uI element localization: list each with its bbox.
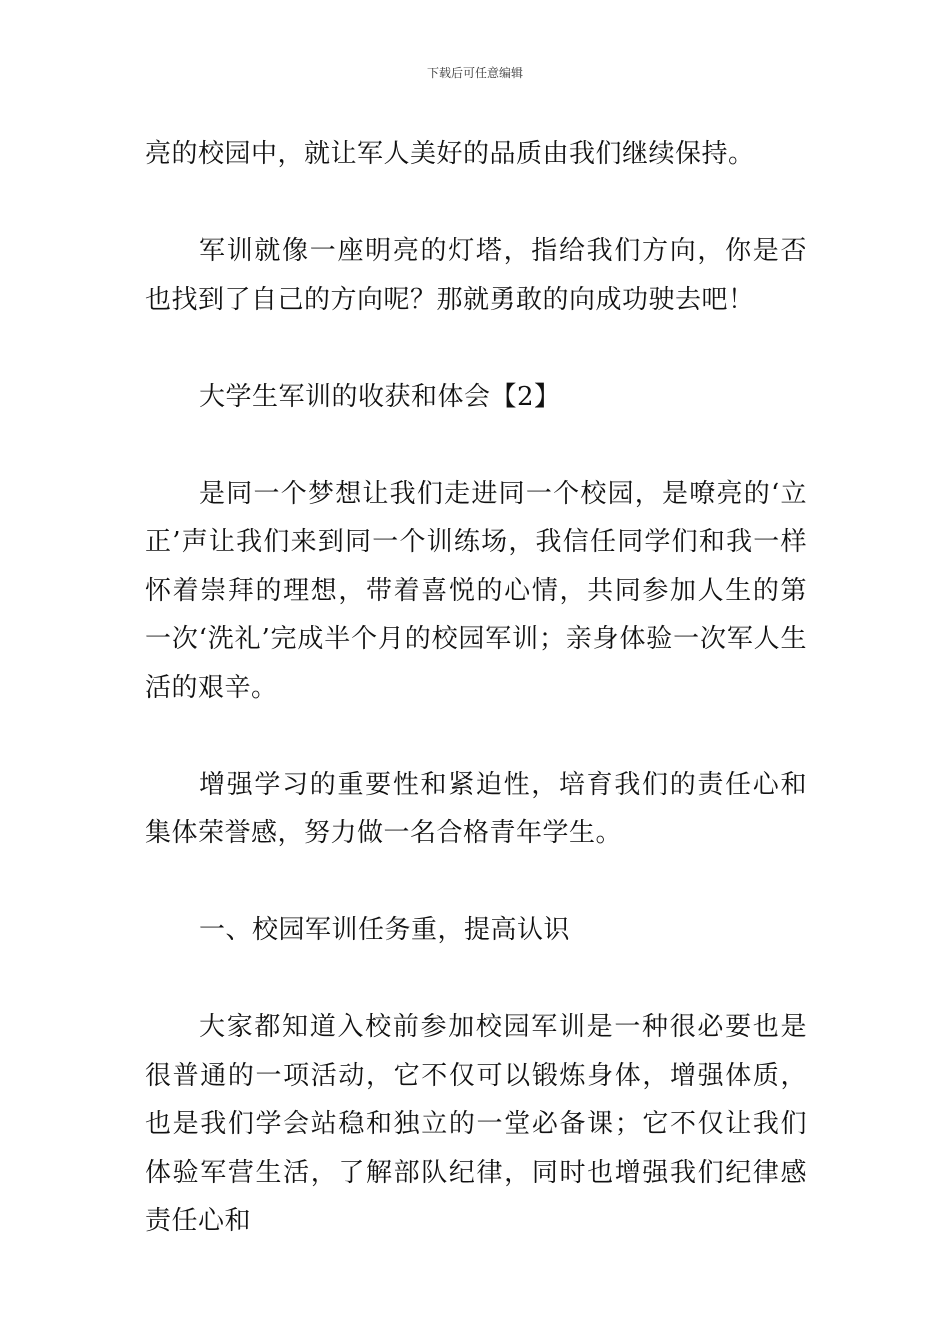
paragraph-lighthouse: 军训就像一座明亮的灯塔，指给我们方向，你是否也找到了自己的方向呢？那就勇敢的向成功驶去吧！ — [145, 236, 807, 315]
document-body — [145, 130, 807, 1246]
subsection-heading: 一、校园军训任务重，提高认识 — [199, 915, 571, 945]
paragraph-responsibility: 增强学习的重要性和紧迫性，培育我们的责任心和集体荣誉感，努力做一名合格青年学生。 — [145, 769, 807, 848]
paragraph-training: 大家都知道入校前参加校园军训是一种很必要也是很普通的一项活动，它不仅可以锻炼身体，增强体质，也是我们学会站稳和独立的一堂必备课；它不仅让我们体验军营生活，了解部队纪律，同时也增强我们纪律感责任心和 — [145, 1012, 807, 1236]
paragraph-continuation: 亮的校园中，就让军人美好的品质由我们继续保持。 — [145, 139, 755, 169]
section-heading: 大学生军训的收获和体会【2】 — [199, 381, 561, 412]
paragraph-dream: 是同一个梦想让我们走进同一个校园，是嘹亮的‘立正’声让我们来到同一个训练场，我信任同学们和我一样怀着崇拜的理想，带着喜悦的心情，共同参加人生的第一次‘洗礼’完成半个月的校园军训；亲身体验一次军人生活的艰辛。 — [145, 478, 807, 703]
page-header: 下载后可任意编辑 — [426, 66, 523, 80]
